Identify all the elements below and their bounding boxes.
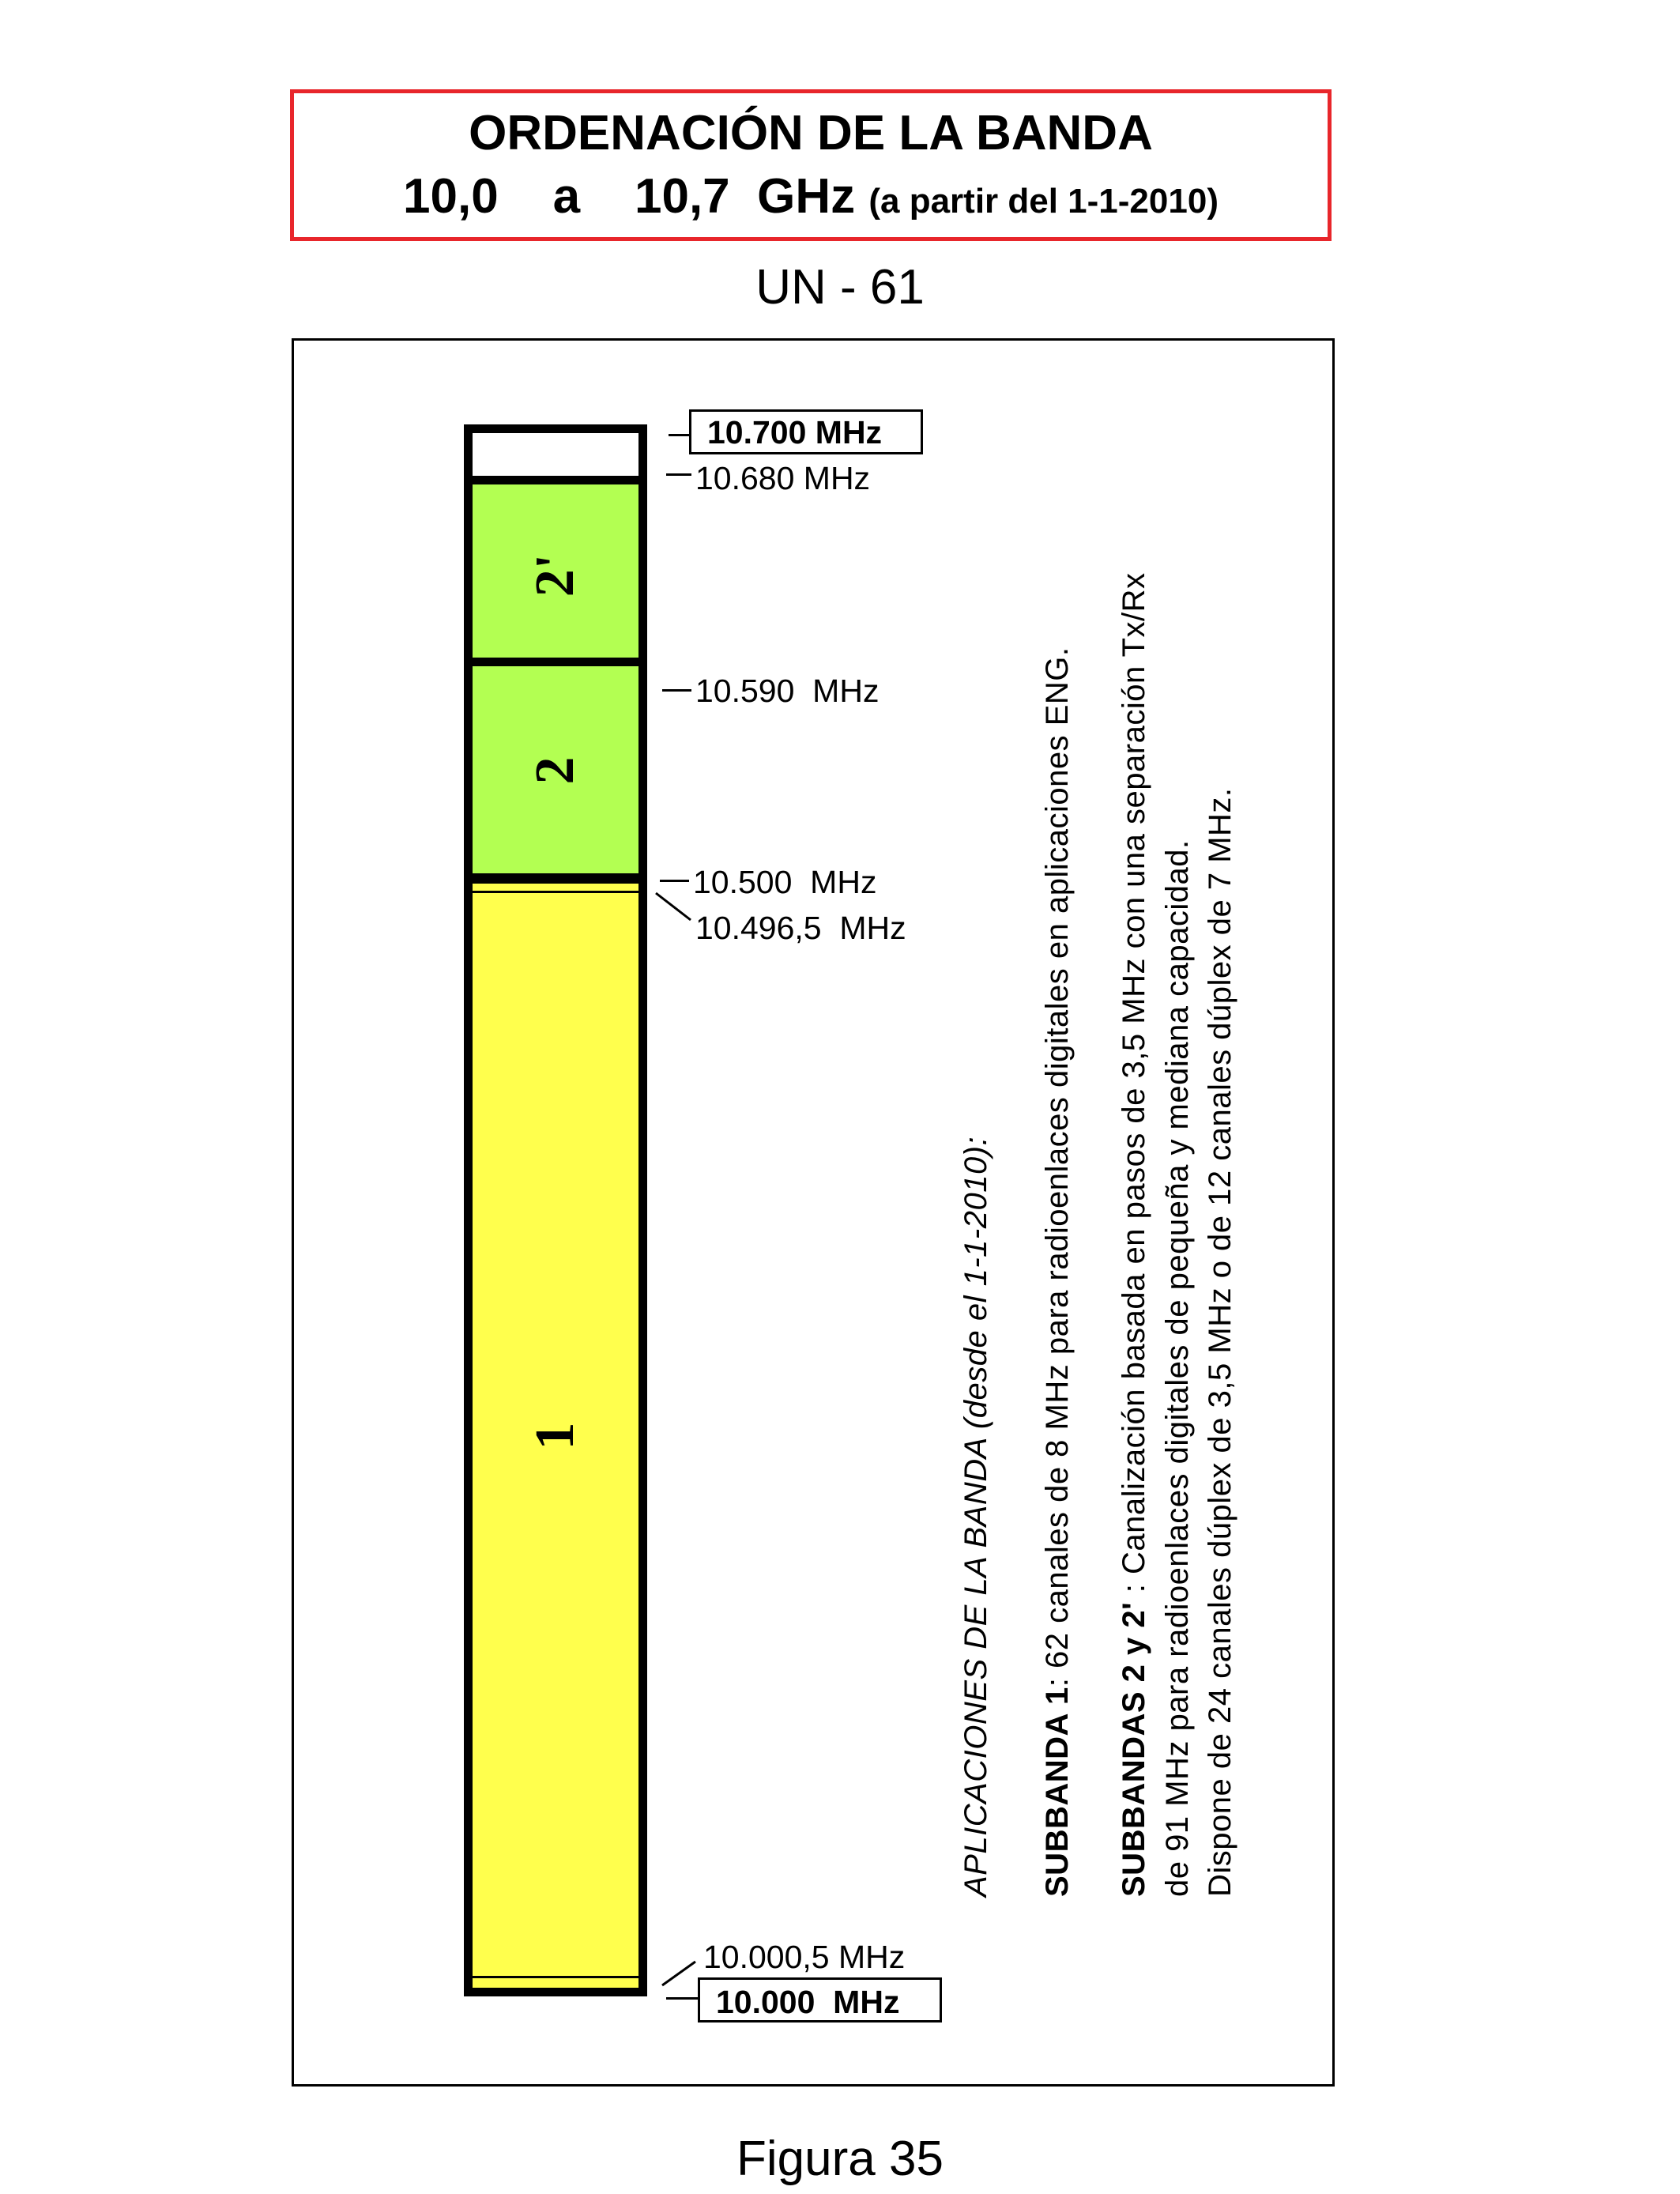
- subband-2-label: 2: [525, 756, 586, 785]
- leader-10000-5: [659, 1958, 699, 1989]
- tick-10500: [660, 880, 689, 882]
- title-range-text: 10,0 a 10,7 GHz: [403, 169, 856, 224]
- guard-line-bottom: [473, 1976, 638, 1978]
- guard-line-top: [473, 891, 638, 893]
- tick-10000: [666, 1997, 698, 2000]
- subband-1: [464, 875, 647, 1996]
- freq-10496-5: 10.496,5 MHz: [695, 910, 906, 946]
- title-main: ORDENACIÓN DE LA BANDA: [469, 106, 1153, 160]
- subband-2-prime-label: 2': [525, 553, 586, 597]
- tick-10700: [669, 434, 689, 436]
- legend-subbandas-2-line3: Dispone de 24 canales dúplex de 3,5 MHz o de 12 canales dúplex de 7 MHz.: [1203, 787, 1237, 1897]
- subbandas-2-label: SUBBANDAS 2 y 2': [1117, 1601, 1151, 1897]
- title-range: [294, 168, 1328, 224]
- title-box: [290, 89, 1332, 241]
- un-code: UN - 61: [755, 260, 925, 315]
- title-date-note: (a partir del 1-1-2010): [868, 182, 1219, 221]
- subbanda-1-label: SUBBANDA 1: [1040, 1687, 1075, 1897]
- freq-10680: 10.680 MHz: [695, 460, 871, 496]
- tick-10590: [662, 689, 691, 692]
- legend-subbanda-1: [1042, 647, 1073, 1898]
- subbandas-2-text: : Canalización basada en pasos de 3,5 MHz con una separación Tx/Rx: [1117, 572, 1151, 1602]
- freq-10000-box: 10.000 MHz: [698, 1977, 942, 2022]
- leader-10496: [654, 892, 694, 923]
- freq-10590: 10.590 MHz: [695, 673, 880, 709]
- legend-subbandas-2: [1118, 572, 1150, 1897]
- figure-caption: Figura 35: [736, 2132, 944, 2186]
- subband-1-label: 1: [525, 1422, 586, 1449]
- subband-2: [464, 658, 647, 884]
- subband-2-prime: [464, 476, 647, 665]
- legend-heading: APLICACIONES DE LA BANDA (desde el 1-1-2010):: [959, 1136, 993, 1897]
- legend-subbandas-2-line2: de 91 MHz para radioenlaces digitales de pequeña y mediana capacidad.: [1160, 839, 1195, 1897]
- subbanda-1-text: : 62 canales de 8 MHz para radioenlaces digitales en aplicaciones ENG.: [1040, 647, 1075, 1687]
- freq-10500: 10.500 MHz: [693, 864, 877, 900]
- tick-10680: [666, 473, 691, 476]
- freq-10000-5: 10.000,5 MHz: [703, 1939, 906, 1975]
- freq-10700-box: 10.700 MHz: [689, 409, 923, 454]
